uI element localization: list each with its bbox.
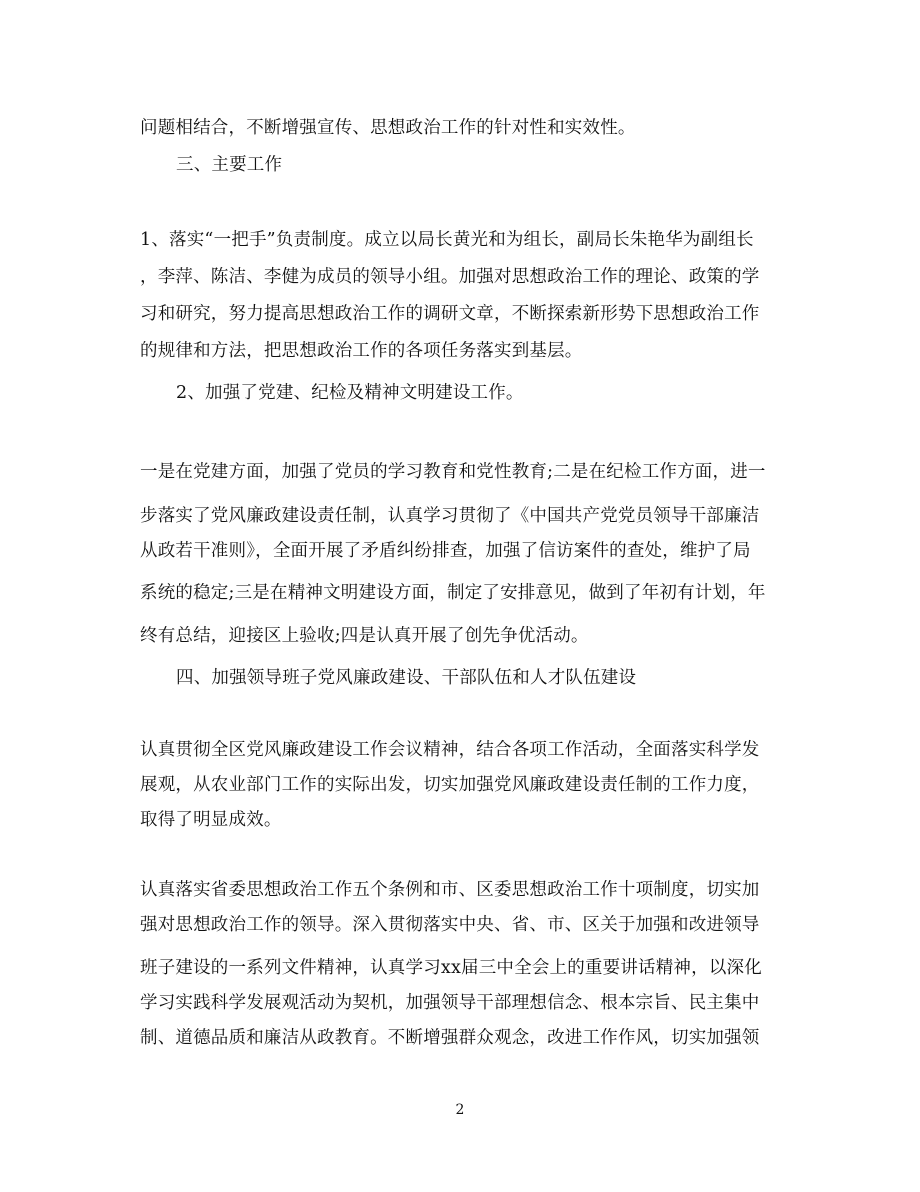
body-text-line: 从政若干准则》，全面开展了矛盾纠纷排查，加强了信访案件的查处，维护了局	[140, 541, 751, 561]
body-text-line: 学习实践科学发展观活动为契机，加强领导干部理想信念、根本宗旨、民主集中	[140, 993, 760, 1013]
body-text-line: 展观，从农业部门工作的实际出发，切实加强党风廉政建设责任制的工作力度，	[140, 775, 760, 795]
body-text-line: 习和研究，努力提高思想政治工作的调研文章，不断探索新形势下思想政治工作	[140, 304, 760, 324]
body-text-line: 1、落实“一把手”负责制度。成立以局长黄光和为组长，副局长朱艳华为副组长	[140, 230, 754, 250]
body-text-line: 认真贯彻全区党风廉政建设工作会议精神，结合各项工作活动，全面落实科学发	[140, 740, 760, 760]
body-text-line: 一是在党建方面，加强了党员的学习教育和党性教育;二是在纪检工作方面，进一	[140, 462, 766, 482]
subsection-heading: 2、加强了党建、纪检及精神文明建设工作。	[176, 383, 524, 403]
body-text-line: 的规律和方法，把思想政治工作的各项任务落实到基层。	[140, 341, 583, 361]
body-text-line: 取得了明显成效。	[140, 810, 282, 830]
body-text-line: 强对思想政治工作的领导。深入贯彻落实中央、省、市、区关于加强和改进领导	[140, 915, 760, 935]
body-text-line: 认真落实省委思想政治工作五个条例和市、区委思想政治工作十项制度，切实加	[140, 880, 760, 900]
body-text-line: 系统的稳定;三是在精神文明建设方面，制定了安排意见，做到了年初有计划，年	[140, 583, 766, 603]
body-text-line: 步落实了党风廉政建设责任制，认真学习贯彻了《中国共产党党员领导干部廉洁	[140, 506, 760, 526]
body-text-line: ，李萍、陈洁、李健为成员的领导小组。加强对思想政治工作的理论、政策的学	[140, 267, 760, 287]
section-heading: 四、加强领导班子党风廉政建设、干部队伍和人才队伍建设	[176, 668, 637, 688]
page-number: 2	[455, 1102, 465, 1118]
body-text-line: 制、道德品质和廉洁从政教育。不断增强群众观念，改进工作作风，切实加强领	[140, 1028, 760, 1048]
section-heading: 三、主要工作	[176, 155, 283, 175]
body-text-line: 终有总结，迎接区上验收;四是认真开展了创先争优活动。	[140, 626, 589, 646]
body-text-line: 班子建设的一系列文件精神，认真学习xx届三中全会上的重要讲话精神，以深化	[140, 958, 762, 978]
body-text-line: 问题相结合，不断增强宣传、思想政治工作的针对性和实效性。	[140, 118, 636, 138]
